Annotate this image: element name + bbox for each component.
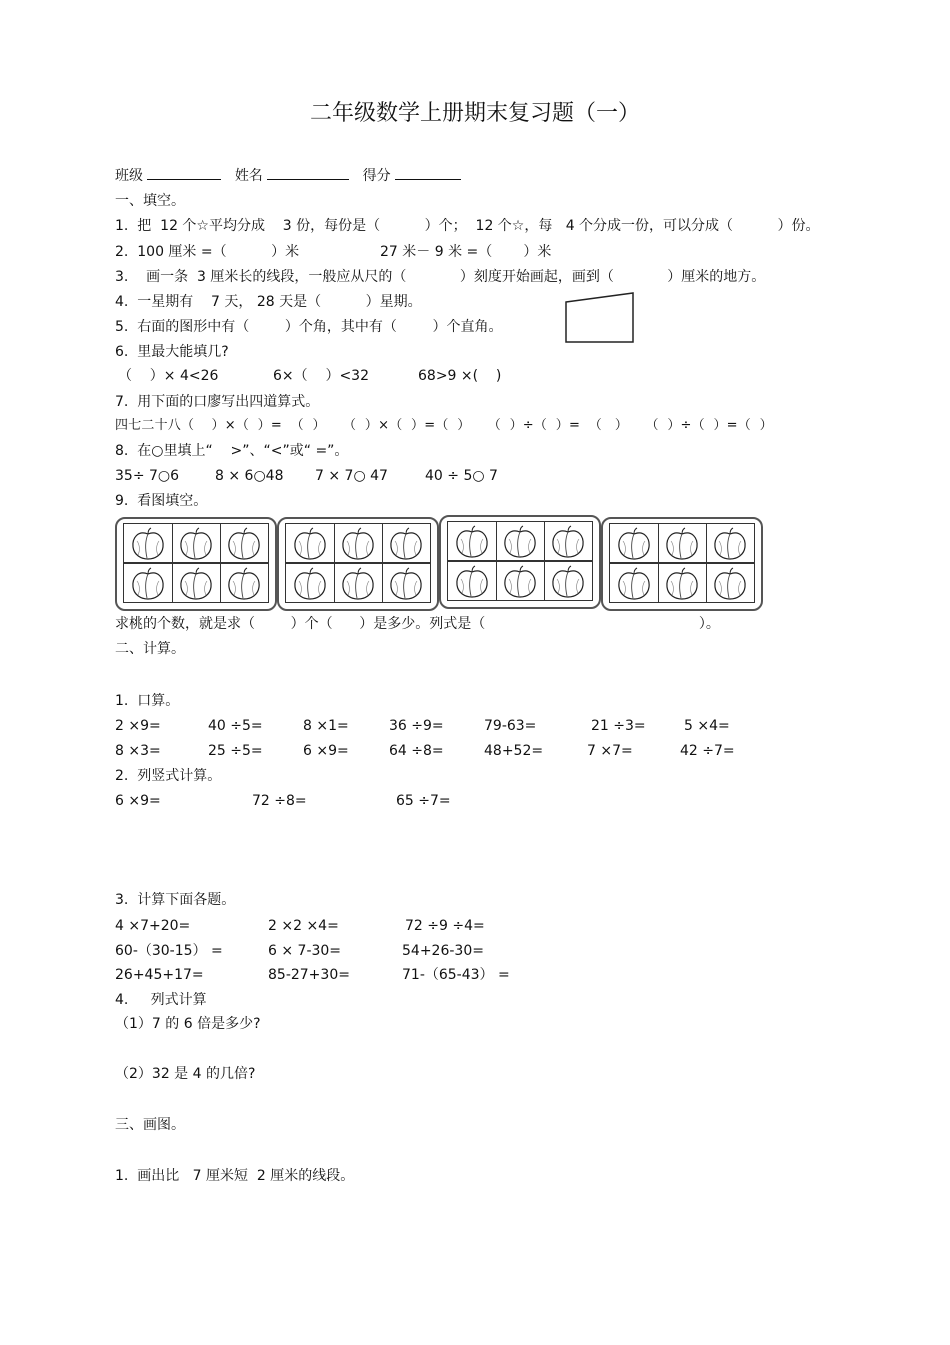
question-9: 9. 看图填空。 [115,493,208,509]
question-8d: 40 ÷ 5○ 7 [425,468,498,484]
question-3: 3. 画一条 3 厘米长的线段，一般应从尺的（ ）刻度开始画起，画到（ ）厘米的地方。 [115,269,766,285]
peach-icon [387,567,425,605]
question-8b: 8 × 6○48 [215,468,284,484]
oral-r1-c2: 40 ÷5= [208,718,263,734]
peach-icon [225,527,263,565]
peach-cell [382,524,430,562]
oral-r1-c5: 79-63= [484,718,537,734]
name-blank [267,166,349,180]
peach-icon [177,527,215,565]
question-9-line: 求桃的个数，就是求（ ）个（ ）是多少。列式是（ ）。 [115,616,720,632]
question-2b: 27 米－ 9 米 =（ ）米 [380,244,552,260]
oral-r2-c7: 42 ÷7= [680,743,735,759]
word-calc-2: （2）32 是 4 的几倍? [115,1066,256,1082]
peach-icon [129,527,167,565]
question-6a: （ ）× 4<26 [118,368,219,384]
peach-tray [447,521,593,561]
peach-cell [448,522,497,560]
peach-cell [124,564,173,602]
mixed-calc-title: 3. 计算下面各题。 [115,892,236,908]
oral-r1-c6: 21 ÷3= [591,718,646,734]
peach-icon [711,567,749,605]
mixed-r1-c2: 2 ×2 ×4= [268,918,339,934]
class-blank [147,166,221,180]
peach-icon [129,567,167,605]
question-6b: 6×（ ）<32 [273,368,369,384]
question-4: 4. 一星期有 7 天， 28 天是（ ）星期。 [115,294,422,310]
mixed-r3-c2: 85-27+30= [268,967,350,983]
peach-tray [285,563,431,603]
peach-cell [286,564,335,602]
peach-plate [601,517,763,611]
peach-cell [220,564,268,602]
peach-tray [123,523,269,563]
peach-icon [615,527,653,565]
mixed-r3-c1: 26+45+17= [115,967,204,983]
oral-calc-title: 1. 口算。 [115,693,180,709]
peach-cell [706,564,754,602]
name-label: 姓名 [234,168,263,184]
peach-cell [610,524,659,562]
peach-icon [291,527,329,565]
word-calc-1: （1）7 的 6 倍是多少? [115,1016,261,1032]
peach-tray [447,561,593,601]
oral-r2-c5: 48+52= [484,743,544,759]
question-5: 5. 右面的图形中有（ ）个角，其中有（ ）个直角。 [115,319,503,335]
peach-icon [225,567,263,605]
trapezoid-figure [560,290,640,346]
question-8: 8. 在○里填上“ >”、“<”或“ =”。 [115,443,349,459]
peach-plate [115,517,277,611]
vertical-3: 65 ÷7= [396,793,451,809]
word-calc-title: 4. 列式计算 [115,992,207,1008]
peach-icon [549,525,587,563]
peach-tray [285,523,431,563]
peach-cell [706,524,754,562]
oral-r2-c1: 8 ×3= [115,743,161,759]
question-8c: 7 × 7○ 47 [315,468,388,484]
peach-icon [339,567,377,605]
peach-cell [496,562,545,600]
peach-cell [448,562,497,600]
question-6: 6. 里最大能填几? [115,344,229,360]
section3-heading: 三、画图。 [115,1117,185,1133]
peach-cell [124,524,173,562]
peach-cell [220,524,268,562]
peach-icon [549,565,587,603]
peach-icon [711,527,749,565]
peach-cell [286,524,335,562]
mixed-r2-c3: 54+26-30= [402,943,484,959]
peach-cell [172,524,221,562]
peach-tray [609,523,755,563]
peach-cell [544,562,592,600]
oral-r2-c2: 25 ÷5= [208,743,263,759]
class-label: 班级 [115,168,143,184]
peach-icon [177,567,215,605]
mixed-r1-c3: 72 ÷9 ÷4= [405,918,485,934]
oral-r1-c1: 2 ×9= [115,718,161,734]
vertical-calc-title: 2. 列竖式计算。 [115,768,222,784]
peach-cell [172,564,221,602]
oral-r2-c4: 64 ÷8= [389,743,444,759]
question-7-line: 四七二十八（ ）×（ ）= （ ） （ ）×（ ）=（ ） （ ）÷（ ）= （ ） （ ）÷（ ）=（ ） [115,418,773,433]
peach-cell [496,522,545,560]
mixed-r2-c1: 60-（30-15） = [115,943,223,959]
peach-tray [123,563,269,603]
peach-icon [453,525,491,563]
peach-cell [334,564,383,602]
peach-icon [291,567,329,605]
peach-cell [382,564,430,602]
drawing-question-1: 1. 画出比 7 厘米短 2 厘米的线段。 [115,1168,355,1184]
peach-cell [658,564,707,602]
oral-r2-c3: 6 ×9= [303,743,349,759]
peach-cell [544,522,592,560]
peach-icon [615,567,653,605]
mixed-r1-c1: 4 ×7+20= [115,918,191,934]
oral-r1-c7: 5 ×4= [684,718,730,734]
peach-icon [501,565,539,603]
peach-cell [610,564,659,602]
section1-heading: 一、填空。 [115,193,185,209]
score-label: 得分 [362,168,391,184]
peach-icon [663,527,701,565]
section2-heading: 二、计算。 [115,641,185,657]
oral-r1-c3: 8 ×1= [303,718,349,734]
question-7: 7. 用下面的口廖写出四道算式。 [115,394,320,410]
peach-icon [663,567,701,605]
peach-cell [658,524,707,562]
mixed-r2-c2: 6 × 7-30= [268,943,342,959]
question-6c: 68>9 ×( ) [418,368,502,384]
peach-icon [387,527,425,565]
peach-icon [339,527,377,565]
vertical-1: 6 ×9= [115,793,161,809]
page-title: 二年级数学上册期末复习题（一） [309,101,640,126]
vertical-2: 72 ÷8= [252,793,307,809]
oral-r2-c6: 7 ×7= [587,743,633,759]
question-2a: 2. 100 厘米 =（ ）米 [115,244,300,260]
peach-tray [609,563,755,603]
peach-plate [439,515,601,609]
peach-icon [453,565,491,603]
header-line [115,166,461,185]
peach-icon [501,525,539,563]
peach-cell [334,524,383,562]
oral-r1-c4: 36 ÷9= [389,718,444,734]
peach-plate [277,517,439,611]
question-8a: 35÷ 7○6 [115,468,180,484]
mixed-r3-c3: 71-（65-43） = [402,967,510,983]
score-blank [395,166,461,180]
question-1: 1. 把 12 个☆平均分成 3 份，每份是（ ）个； 12 个☆，每 4 个分成一份，可以分成（ ）份。 [115,218,820,234]
